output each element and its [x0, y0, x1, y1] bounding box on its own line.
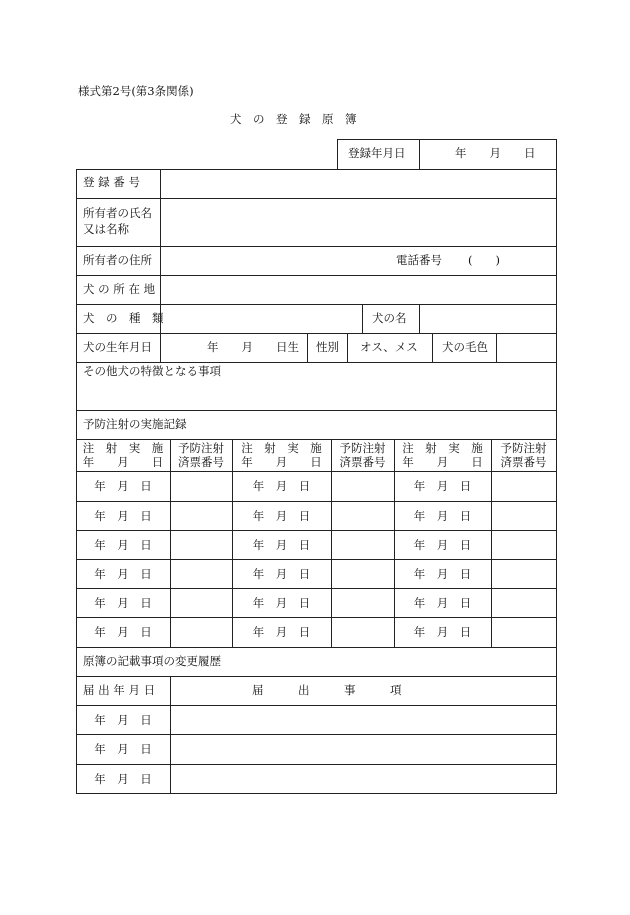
registration-date-label: 登録年月日	[348, 146, 406, 160]
vacc-date-cell: 年 月 日	[252, 596, 311, 610]
vacc-date-cell: 年 月 日	[413, 479, 472, 493]
vacc-date-cell: 年 月 日	[94, 625, 152, 639]
vacc-date-cell: 年 月 日	[94, 567, 152, 581]
vacc-date-cell: 年 月 日	[252, 625, 311, 639]
label-divider	[160, 169, 161, 333]
history-date-header: 届 出 年 月 日	[83, 683, 156, 697]
table-right-border	[556, 139, 557, 794]
row-line	[76, 246, 557, 247]
dog-location-label: 犬 の 所 在 地	[83, 282, 156, 296]
vacc-date-cell: 年 月 日	[413, 567, 472, 581]
history-col-divider	[170, 676, 171, 793]
row-line	[76, 793, 557, 794]
row-line	[76, 304, 557, 305]
history-date-cell: 年 月 日	[94, 742, 152, 756]
row-line	[76, 705, 557, 706]
row-line	[76, 169, 557, 170]
vacc-ticket-header: 予防注射	[178, 441, 224, 455]
vacc-col-divider	[331, 439, 332, 647]
history-section-label: 原簿の記載事項の変更履歴	[83, 654, 221, 668]
vacc-ticket-header: 済票番号	[178, 455, 224, 469]
row-line	[76, 275, 557, 276]
vacc-col-divider	[170, 439, 171, 647]
features-label: その他犬の特徴となる事項	[83, 364, 221, 378]
page-title: 犬 の 登 録 原 簿	[230, 112, 357, 126]
row-line	[76, 588, 557, 589]
vacc-ticket-header: 予防注射	[500, 441, 547, 455]
vacc-date-header: 注 射 実 施	[82, 441, 164, 455]
vacc-date-cell: 年 月 日	[252, 509, 311, 523]
vacc-date-header: 年 月 日	[82, 455, 164, 469]
row-line	[76, 764, 557, 765]
birth-divider	[496, 333, 497, 362]
history-date-cell: 年 月 日	[94, 713, 152, 727]
vacc-col-divider	[491, 439, 492, 647]
sex-label: 性別	[316, 340, 339, 354]
dog-birthdate-label: 犬の生年月日	[83, 340, 152, 354]
vacc-date-cell: 年 月 日	[252, 538, 311, 552]
vacc-date-cell: 年 月 日	[413, 596, 472, 610]
row-line	[76, 617, 557, 618]
row-line	[76, 501, 557, 502]
owner-address-label: 所有者の住所	[83, 253, 152, 267]
vacc-date-cell: 年 月 日	[94, 596, 152, 610]
vacc-ticket-header: 予防注射	[339, 441, 386, 455]
history-content-header: 届 出 事 項	[252, 683, 402, 697]
vacc-date-header: 年 月 日	[402, 455, 483, 469]
dog-breed-label: 犬 の 種 類	[83, 311, 164, 325]
row-line	[76, 647, 557, 648]
vaccination-section-label: 予防注射の実施記録	[83, 417, 187, 431]
vacc-ticket-header: 済票番号	[339, 455, 386, 469]
row-line	[76, 471, 557, 472]
reg-date-left-line	[337, 139, 338, 169]
row-line	[76, 559, 557, 560]
vacc-date-cell: 年 月 日	[252, 479, 311, 493]
dog-name-divider	[362, 304, 363, 333]
vacc-date-header: 注 射 実 施	[402, 441, 483, 455]
registration-number-label: 登 録 番 号	[83, 175, 140, 189]
phone-label: 電話番号	[396, 253, 442, 267]
vacc-date-cell: 年 月 日	[413, 538, 472, 552]
row-line	[76, 439, 557, 440]
row-line	[76, 198, 557, 199]
row-line	[76, 530, 557, 531]
row-line	[76, 333, 557, 334]
dog-birthdate-value: 年 月 日生	[207, 340, 299, 354]
row-line	[76, 362, 557, 363]
reg-date-divider	[419, 139, 420, 169]
vacc-date-cell: 年 月 日	[94, 509, 152, 523]
birth-divider	[307, 333, 308, 362]
birth-divider	[347, 333, 348, 362]
owner-name-label-1: 所有者の氏名	[83, 206, 152, 220]
vacc-date-header: 注 射 実 施	[241, 441, 322, 455]
row-line	[76, 410, 557, 411]
sex-options: オス、メス	[360, 340, 418, 354]
vacc-date-cell: 年 月 日	[252, 567, 311, 581]
form-number: 様式第2号(第3条関係)	[78, 84, 194, 98]
vacc-date-cell: 年 月 日	[94, 538, 152, 552]
reg-date-top-line	[337, 139, 556, 140]
vacc-date-cell: 年 月 日	[413, 509, 472, 523]
vacc-date-cell: 年 月 日	[413, 625, 472, 639]
coat-label: 犬の毛色	[442, 340, 488, 354]
registration-date-value: 年 月 日	[455, 146, 536, 160]
history-date-cell: 年 月 日	[94, 772, 152, 786]
birth-divider	[432, 333, 433, 362]
dog-name-divider	[419, 304, 420, 333]
birth-divider	[160, 333, 161, 362]
vacc-ticket-header: 済票番号	[500, 455, 547, 469]
row-line	[76, 676, 557, 677]
owner-name-label-2: 又は名称	[83, 222, 129, 236]
vacc-date-cell: 年 月 日	[94, 479, 152, 493]
dog-name-label: 犬の名	[372, 311, 407, 325]
phone-parens: ( )	[468, 253, 500, 267]
vacc-date-header: 年 月 日	[241, 455, 322, 469]
row-line	[76, 734, 557, 735]
